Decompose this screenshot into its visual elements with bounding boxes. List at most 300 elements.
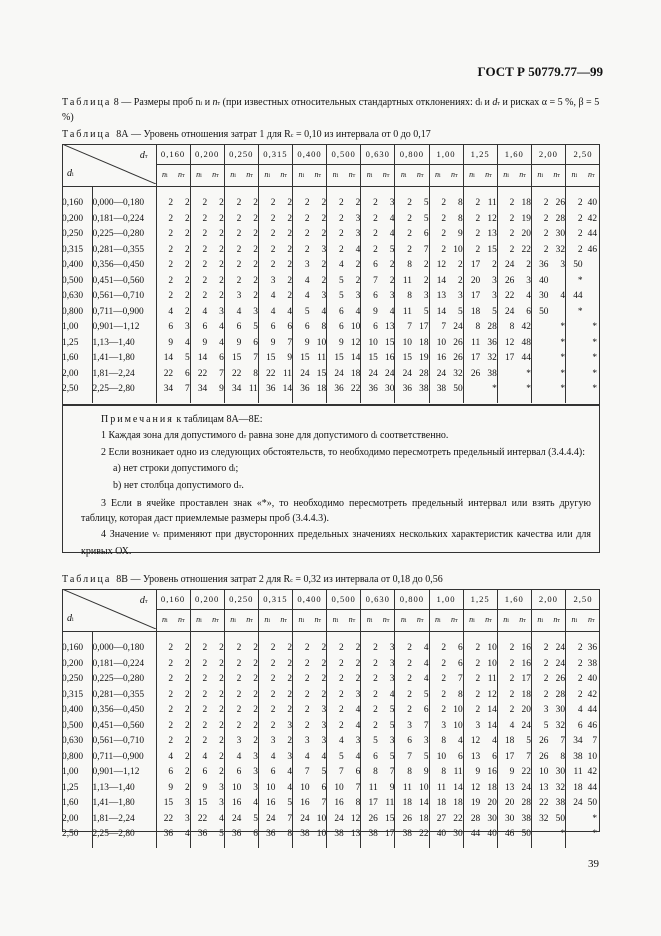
sample-size-cell: 3	[207, 305, 224, 321]
sample-size-cell: 2	[275, 657, 292, 673]
sample-size-cell: 3	[441, 720, 447, 731]
sample-size-cell: 24	[436, 368, 447, 379]
sample-size-cell: 17	[470, 353, 481, 364]
sample-size-cell: 4	[344, 719, 361, 735]
sample-size-cell: 38	[480, 367, 497, 383]
di-range: 0,181—0,224	[92, 212, 156, 228]
di-range: 0,281—0,355	[92, 688, 156, 704]
sample-size-cell: 2	[275, 227, 292, 243]
sample-size-cell: 17	[378, 827, 395, 843]
sample-size-cell: 18	[514, 688, 531, 704]
sample-size-cell: 18	[480, 781, 497, 797]
sample-size-cell: 5	[373, 736, 378, 747]
ni-subheader: ni	[463, 610, 480, 632]
sample-size-cell: 3	[378, 734, 395, 750]
sample-size-cell: 5	[304, 306, 310, 317]
table-8v-caption: Таблица 8В — Уровень отношения затрат 2 для Rc = 0,32 из интервала от 0,18 до 0,56	[62, 574, 443, 585]
sample-size-cell: 32	[480, 351, 497, 367]
sample-size-cell: 3	[548, 258, 565, 274]
sample-size-cell: 26	[446, 351, 463, 367]
sample-size-cell: 2	[543, 244, 549, 255]
di-range: 0,225—0,280	[92, 227, 156, 243]
sample-size-cell: 5	[378, 243, 395, 259]
dt-column-header: 2,50	[566, 589, 601, 610]
sample-size-cell: 2	[407, 674, 412, 685]
sample-size-cell: 36	[402, 384, 412, 395]
sample-size-cell: 5	[378, 719, 395, 735]
sample-size-cell: 2	[168, 198, 174, 209]
sample-size-cell: 11	[480, 196, 497, 212]
sample-size-cell: 24	[514, 719, 531, 735]
sample-size-cell: 2	[168, 229, 174, 240]
sample-size-cell: 2	[310, 196, 327, 212]
sample-size-cell: 2	[412, 274, 429, 290]
sample-size-cell: 9	[304, 337, 310, 348]
sample-size-cell: 6	[310, 781, 327, 797]
dt-column-header: 1,60	[497, 144, 531, 165]
sample-size-cell: 13	[504, 782, 515, 793]
sample-size-cell: 2	[241, 243, 258, 259]
sample-size-cell: 2	[475, 643, 481, 654]
sample-size-cell: 16	[266, 798, 276, 809]
sample-size-cell: 9	[339, 337, 344, 348]
sample-size-cell: 2	[304, 213, 310, 224]
sample-size-cell: 36	[163, 829, 174, 840]
sample-size-cell: 14	[436, 306, 447, 317]
sample-size-cell: 2	[207, 688, 224, 704]
di-range: 0,356—0,450	[92, 703, 156, 719]
sample-size-cell: 2	[173, 212, 190, 228]
di-value: 0,200	[62, 212, 92, 228]
sample-size-cell: 30	[446, 827, 463, 843]
sample-size-cell: 3	[412, 734, 429, 750]
sample-size-cell: 3	[344, 212, 361, 228]
sample-size-cell: 7	[344, 781, 361, 797]
sample-size-cell: 8	[441, 767, 447, 778]
sample-size-cell: 3	[207, 781, 224, 797]
sample-size-cell: 46	[504, 829, 515, 840]
sample-size-cell: 2	[236, 720, 242, 731]
di-header-label: di	[67, 168, 74, 179]
sample-size-cell: 2	[241, 212, 258, 228]
sample-size-cell: 16	[436, 353, 447, 364]
ni-subheader: ni	[497, 610, 514, 632]
table-8v	[62, 589, 600, 848]
ni-subheader: ni	[190, 165, 207, 187]
sample-size-cell: 26	[504, 275, 515, 286]
sample-size-cell: 6	[241, 336, 258, 352]
sample-size-cell: 6	[168, 767, 174, 778]
sample-size-cell: 16	[378, 351, 395, 367]
sample-size-cell: 4	[446, 734, 463, 750]
dt-column-header: 0,630	[361, 589, 395, 610]
sample-size-cell: 15	[300, 353, 310, 364]
sample-size-cell: *	[592, 384, 597, 395]
sample-size-cell: 6	[241, 827, 258, 843]
sample-size-cell: 50	[573, 260, 583, 271]
sample-size-cell: 2	[168, 213, 174, 224]
di-header-label: di	[67, 613, 74, 624]
sample-size-cell: 2	[168, 275, 174, 286]
sample-size-cell: 2	[207, 657, 224, 673]
di-value: 1,25	[62, 336, 92, 352]
sample-size-cell: 27	[436, 813, 447, 824]
sample-size-cell: 11	[241, 382, 258, 398]
dt-column-header: 1,60	[497, 589, 531, 610]
sample-size-cell: 3	[173, 320, 190, 336]
di-value: 0,160	[62, 196, 92, 212]
sample-size-cell: 8	[407, 767, 412, 778]
sample-size-cell: 2	[407, 643, 412, 654]
di-value: 2,00	[62, 812, 92, 828]
sample-size-cell: 4	[548, 289, 565, 305]
sample-size-cell: 2	[173, 305, 190, 321]
sample-size-cell: 6	[407, 736, 412, 747]
table-row	[62, 243, 600, 259]
sample-size-cell: 2	[339, 198, 344, 209]
sample-size-cell: 46	[587, 244, 597, 255]
sample-size-cell: 26	[368, 813, 378, 824]
table-row	[62, 703, 600, 719]
sample-size-cell: 2	[577, 674, 583, 685]
sample-size-cell: 2	[168, 674, 174, 685]
sample-size-cell: 13	[480, 227, 497, 243]
sample-size-cell: 40	[587, 198, 597, 209]
sample-size-cell: 2	[577, 213, 583, 224]
sample-size-cell: 18	[412, 336, 429, 352]
table-row	[62, 750, 600, 766]
table-row	[62, 641, 600, 657]
sample-size-cell: 2	[373, 705, 378, 716]
sample-size-cell: 24	[300, 368, 310, 379]
table-row	[62, 196, 600, 212]
sample-size-cell: 2	[475, 198, 481, 209]
ni-subheader: ni	[566, 610, 583, 632]
sample-size-cell: 2	[241, 719, 258, 735]
sample-size-cell: 2	[168, 260, 174, 271]
sample-size-cell: 2	[168, 736, 174, 747]
sample-size-cell: 34	[231, 384, 242, 395]
sample-size-cell: 6	[373, 260, 378, 271]
sample-size-cell: 2	[543, 674, 549, 685]
sample-size-cell: 22	[163, 813, 174, 824]
table-row	[62, 765, 600, 781]
sample-size-cell: 36	[368, 384, 378, 395]
sample-size-cell	[566, 336, 583, 352]
sample-size-cell: 2	[202, 689, 208, 700]
sample-size-cell: 7	[339, 767, 344, 778]
di-range: 0,901—1,12	[92, 765, 156, 781]
sample-size-cell: 30	[548, 227, 565, 243]
sample-size-cell	[566, 382, 583, 398]
sample-size-cell: 6	[373, 322, 378, 333]
sample-size-cell: 2	[446, 274, 463, 290]
sample-size-cell: 4	[202, 751, 208, 762]
sample-size-cell: 26	[548, 672, 565, 688]
sample-size-cell	[548, 274, 565, 290]
sample-size-cell: 15	[163, 798, 174, 809]
sample-size-cell: 2	[480, 258, 497, 274]
sample-size-cell: 15	[368, 353, 378, 364]
sample-size-cell: 2	[339, 643, 344, 654]
sample-size-cell: 2	[173, 657, 190, 673]
ni-subheader: ni	[327, 165, 344, 187]
sample-size-cell: 3	[241, 305, 258, 321]
sample-size-cell: 44	[573, 291, 583, 302]
sample-size-cell: 2	[373, 720, 378, 731]
sample-size-cell: 4	[173, 336, 190, 352]
di-range: 0,451—0,560	[92, 719, 156, 735]
sample-size-cell: 2	[275, 258, 292, 274]
sample-size-cell: 5	[412, 750, 429, 766]
sample-size-cell: 6	[373, 751, 378, 762]
sample-size-cell: 9	[236, 337, 242, 348]
sample-size-cell: 4	[207, 812, 224, 828]
sample-size-cell: 22	[266, 368, 276, 379]
sample-size-cell: 12	[470, 736, 481, 747]
sample-size-cell: 2	[207, 703, 224, 719]
sample-size-cell: 10	[310, 812, 327, 828]
sample-size-cell: 2	[310, 227, 327, 243]
di-range: 0,281—0,355	[92, 243, 156, 259]
sample-size-cell: 4	[168, 751, 174, 762]
sample-size-cell: 6	[275, 320, 292, 336]
sample-size-cell: 44	[470, 829, 481, 840]
sample-size-cell: 10	[539, 767, 549, 778]
sample-size-cell: 42	[587, 213, 597, 224]
di-range: 0,901—1,12	[92, 320, 156, 336]
sample-size-cell: 2	[373, 658, 378, 669]
sample-size-cell: 2	[275, 274, 292, 290]
sample-size-cell: 2	[173, 243, 190, 259]
di-range: 0,451—0,560	[92, 274, 156, 290]
sample-size-cell: 36	[231, 829, 242, 840]
sample-size-cell: 24	[378, 367, 395, 383]
sample-size-cell: 9	[168, 337, 174, 348]
sample-size-cell: 6	[202, 322, 208, 333]
di-range: 1,81—2,24	[92, 812, 156, 828]
sample-size-cell: 2	[344, 196, 361, 212]
sample-size-cell: 2	[173, 765, 190, 781]
sample-size-cell: 10	[587, 751, 597, 762]
sample-size-cell: 4	[339, 260, 344, 271]
sample-size-cell: 2	[270, 705, 276, 716]
sample-size-cell: 22	[504, 291, 515, 302]
sample-size-cell: 6	[412, 227, 429, 243]
sample-size-cell: 2	[441, 643, 447, 654]
sample-size-cell: 2	[207, 274, 224, 290]
sample-size-cell: 4	[270, 751, 276, 762]
sample-size-cell: 4	[412, 641, 429, 657]
sample-size-cell: 2	[173, 196, 190, 212]
di-value: 1,60	[62, 351, 92, 367]
sample-size-cell: 3	[241, 781, 258, 797]
ni-subheader: ni	[429, 610, 446, 632]
sample-size-cell: 20	[504, 798, 515, 809]
sample-size-cell: 9	[373, 306, 378, 317]
sample-size-cell: 2	[173, 719, 190, 735]
notes-section: Примечания к таблицам 8А—8Е: 1 Каждая зона для допустимого dт равна зоне для допустимого di соответственно. 2 Если возникает одно из следующих обстоятельств, то необходимо пересмотреть предельный интервал (3.4.4.4): а) нет строки допустимого di; b) нет столбца допустимого dт. 3 Если в ячейке проставлен знак «*», то необходимо пересмотреть предельный интервал или взять другую таблицу, которая даст приемлемые размеры проб (3.4.4.3). 4 Значение νc применяют при двусторонних предельных значениях нескольких характеристик качества или для кривых ОХ.	[62, 405, 600, 553]
sample-size-cell: 2	[173, 688, 190, 704]
page-number: 39	[588, 858, 599, 870]
sample-size-cell: 15	[480, 243, 497, 259]
sample-size-cell: 22	[231, 368, 242, 379]
sample-size-cell: 14	[412, 796, 429, 812]
sample-size-cell: 4	[480, 734, 497, 750]
sample-size-cell: 6	[339, 322, 344, 333]
sample-size-cell: 50	[539, 306, 549, 317]
sample-size-cell: 2	[373, 643, 378, 654]
sample-size-cell: 16	[480, 765, 497, 781]
sample-size-cell: 5	[339, 275, 344, 286]
di-value: 0,315	[62, 243, 92, 259]
dt-column-header: 1,00	[429, 144, 463, 165]
sample-size-cell: 2	[407, 244, 412, 255]
sample-size-cell: 11	[480, 672, 497, 688]
dt-column-header: 0,315	[258, 144, 292, 165]
dt-column-header: 0,160	[156, 144, 190, 165]
sample-size-cell: 2	[202, 291, 208, 302]
sample-size-cell: 2	[241, 274, 258, 290]
sample-size-cell: 10	[310, 827, 327, 843]
sample-size-cell: 6	[344, 765, 361, 781]
sample-size-cell: 14	[480, 719, 497, 735]
sample-size-cell: 44	[514, 351, 531, 367]
nt-subheader: nт	[275, 165, 292, 187]
di-range: 1,13—1,40	[92, 781, 156, 797]
sample-size-cell: 8	[441, 736, 447, 747]
sample-size-cell: 2	[207, 765, 224, 781]
sample-size-cell: 7	[412, 243, 429, 259]
di-range: 0,000—0,180	[92, 196, 156, 212]
sample-size-cell: 2	[441, 198, 447, 209]
sample-size-cell: 2	[344, 258, 361, 274]
sample-size-cell: 44	[587, 229, 597, 240]
sample-size-cell: 4	[344, 243, 361, 259]
sample-size-cell: 4	[310, 750, 327, 766]
sample-size-cell: 6	[412, 703, 429, 719]
sample-size-cell: *	[592, 829, 597, 840]
sample-size-cell: 4	[344, 750, 361, 766]
sample-size-cell: 15	[378, 812, 395, 828]
di-value: 0,250	[62, 227, 92, 243]
sample-size-cell: 2	[339, 213, 344, 224]
di-value: 0,250	[62, 672, 92, 688]
sample-size-cell: 8	[275, 827, 292, 843]
sample-size-cell: 22	[163, 368, 174, 379]
sample-size-cell: 4	[207, 336, 224, 352]
sample-size-cell: 11	[437, 782, 447, 793]
sample-size-cell: 3	[407, 720, 412, 731]
sample-size-cell: 38	[573, 751, 583, 762]
sample-size-cell: 2	[202, 229, 208, 240]
dt-column-header: 2,00	[531, 589, 565, 610]
sample-size-cell: 10	[402, 337, 412, 348]
sample-size-cell: 10	[480, 657, 497, 673]
sample-size-cell: *	[592, 368, 597, 379]
sample-size-cell: 2	[373, 674, 378, 685]
sample-size-cell: 28	[548, 212, 565, 228]
sample-size-cell: 2	[168, 244, 174, 255]
sample-size-cell: *	[548, 351, 565, 367]
sample-size-cell: 2	[275, 641, 292, 657]
table-row	[62, 351, 600, 367]
sample-size-cell: 2	[275, 703, 292, 719]
sample-size-cell: 11	[310, 351, 327, 367]
sample-size-cell: 8	[446, 212, 463, 228]
sample-size-cell: 16	[231, 798, 242, 809]
sample-size-cell: 3	[480, 274, 497, 290]
table-row	[62, 657, 600, 673]
sample-size-cell: 2	[339, 689, 344, 700]
sample-size-cell: 9	[207, 382, 224, 398]
table-row	[62, 336, 600, 352]
sample-size-cell: 6	[270, 767, 276, 778]
sample-size-cell: 4	[344, 703, 361, 719]
sample-size-cell: 10	[344, 320, 361, 336]
sample-size-cell: 2	[168, 705, 174, 716]
sample-size-cell: 40	[480, 827, 497, 843]
sample-size-cell: 36	[197, 829, 208, 840]
sample-size-cell: 2	[378, 258, 395, 274]
sample-size-cell: 2	[543, 689, 549, 700]
di-value: 0,800	[62, 750, 92, 766]
sample-size-cell: *	[514, 367, 531, 383]
sample-size-cell: 8	[548, 750, 565, 766]
sample-size-cell: 3	[344, 688, 361, 704]
sample-size-cell: 2	[304, 689, 310, 700]
table-row	[62, 812, 600, 828]
sample-size-cell: 2	[441, 705, 447, 716]
sample-size-cell: 2	[407, 658, 412, 669]
dt-column-header: 0,315	[258, 589, 292, 610]
sample-size-cell: 2	[310, 212, 327, 228]
sample-size-cell: 2	[207, 672, 224, 688]
sample-size-cell: 30	[548, 765, 565, 781]
dt-column-header: 0,500	[327, 144, 361, 165]
di-range: 0,561—0,710	[92, 289, 156, 305]
sample-size-cell: 2	[407, 198, 412, 209]
sample-size-cell: 44	[587, 705, 597, 716]
sample-size-cell: 9	[270, 337, 276, 348]
sample-size-cell: 26	[539, 736, 549, 747]
sample-size-cell: *	[577, 275, 583, 286]
sample-size-cell: 3	[543, 705, 549, 716]
sample-size-cell: *	[577, 306, 583, 317]
nt-subheader: nт	[173, 610, 190, 632]
sample-size-cell: 2	[577, 244, 583, 255]
di-range: 1,13—1,40	[92, 336, 156, 352]
table-row	[62, 672, 600, 688]
sample-size-cell: 2	[304, 674, 310, 685]
di-value: 0,500	[62, 719, 92, 735]
dt-column-header: 1,25	[463, 144, 497, 165]
sample-size-cell: 6	[304, 322, 310, 333]
sample-size-cell: 2	[475, 658, 481, 669]
ni-subheader: ni	[395, 165, 412, 187]
sample-size-cell: 18	[470, 306, 481, 317]
sample-size-cell: 22	[514, 243, 531, 259]
ni-subheader: ni	[361, 610, 378, 632]
ni-subheader: ni	[566, 165, 583, 187]
sample-size-cell: 3	[310, 734, 327, 750]
sample-size-cell: 2	[509, 705, 515, 716]
sample-size-cell: 36	[266, 384, 276, 395]
sample-size-cell: 2	[275, 672, 292, 688]
table-row	[62, 781, 600, 797]
sample-size-cell: 2	[310, 672, 327, 688]
nt-subheader: nт	[173, 165, 190, 187]
